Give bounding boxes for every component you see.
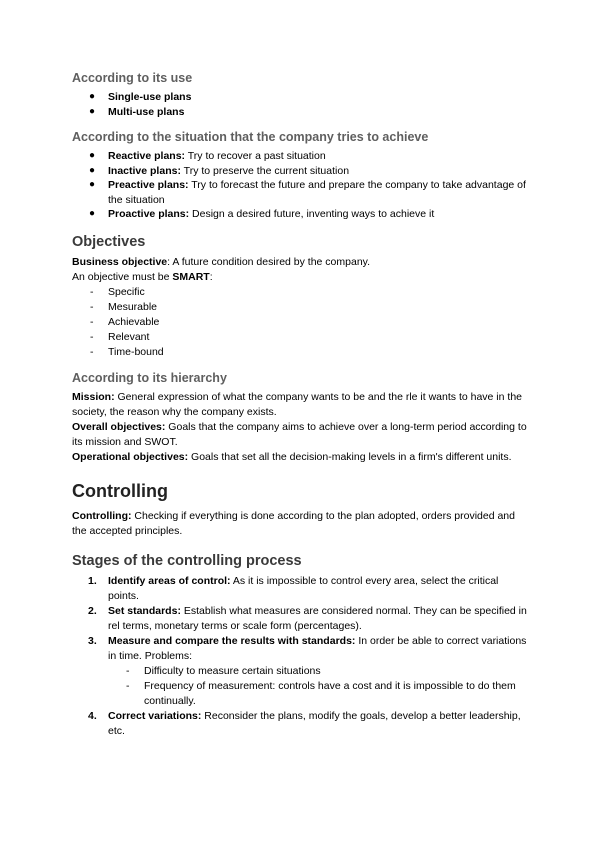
list-item: - Mesurable (90, 300, 158, 313)
list-item: - Time-bound (90, 345, 164, 358)
problems-list (108, 664, 528, 709)
list-item: ● Multi-use plans (89, 105, 185, 118)
smart-list (72, 285, 528, 360)
operational-objectives-definition: Operational objectives: Goals that set all the decision-making levels in a firm's different units. (72, 450, 512, 463)
list-item: ● Preactive plans: Try to forecast the future and prepare the company to take advantage of the situation (89, 179, 526, 206)
stages-heading: Stages of the controlling process (72, 552, 302, 569)
bullet-icon: ● (89, 105, 96, 117)
situation-heading: According to the situation that the company tries to achieve (72, 130, 429, 144)
list-item: ● Proactive plans: Design a desired future, inventing ways to achieve it (89, 208, 435, 220)
mission-definition: Mission: General expression of what the company wants to be and the rle it wants to have in the society, the reason why the company exists. (72, 390, 522, 418)
bullet-icon: ● (89, 150, 96, 161)
controlling-heading: Controlling (72, 480, 168, 501)
list-item: 4. Correct variations: Reconsider the plans, modify the goals, develop a better leadership, etc. (88, 709, 521, 737)
stages-list (72, 574, 528, 739)
list-item: ● Reactive plans: Try to recover a past situation (89, 150, 326, 162)
hierarchy-heading: According to its hierarchy (72, 370, 227, 385)
list-item: - Relevant (90, 330, 150, 343)
bullet-icon: ● (89, 91, 96, 102)
overall-objectives-definition: Overall objectives: Goals that the company aims to achieve over a long-term period according to its mission and SWOT. (72, 420, 527, 448)
list-item: ● Single-use plans (89, 91, 192, 103)
situation-list (72, 149, 528, 222)
business-objective-definition: Business objective: A future condition desired by the company. (72, 255, 371, 268)
list-item: - Frequency of measurement: controls have a cost and it is impossible to do them continually. (126, 679, 516, 707)
document-page (72, 70, 528, 739)
bullet-icon: ● (89, 208, 96, 219)
smart-intro: An objective must be SMART: (72, 270, 213, 283)
list-item: 1. Identify areas of control: As it is impossible to control every area, select the critical points. (88, 574, 499, 602)
list-item: 3. Measure and compare the results with standards: In order be able to correct variations in time. Problems: - Difficulty to measure certain situations - Frequency of measurement: controls have a cost and it is impossible to do them continually. (88, 634, 527, 707)
use-list (72, 90, 528, 119)
objectives-heading: Objectives (72, 233, 146, 250)
controlling-definition: Controlling: Checking if everything is done according to the plan adopted, orders provided and the accepted principles. (72, 509, 515, 537)
bullet-icon: ● (89, 164, 96, 176)
list-item: 2. Set standards: Establish what measures are considered normal. They can be specified in rel terms, monetary terms or scale form (percentages). (88, 604, 527, 632)
list-item: - Specific (90, 285, 145, 298)
bullet-icon: ● (89, 179, 96, 190)
list-item: - Difficulty to measure certain situations (126, 664, 321, 677)
list-item: ● Inactive plans: Try to preserve the current situation (89, 164, 350, 177)
list-item: - Achievable (90, 315, 160, 328)
use-heading: According to its use (72, 71, 193, 85)
